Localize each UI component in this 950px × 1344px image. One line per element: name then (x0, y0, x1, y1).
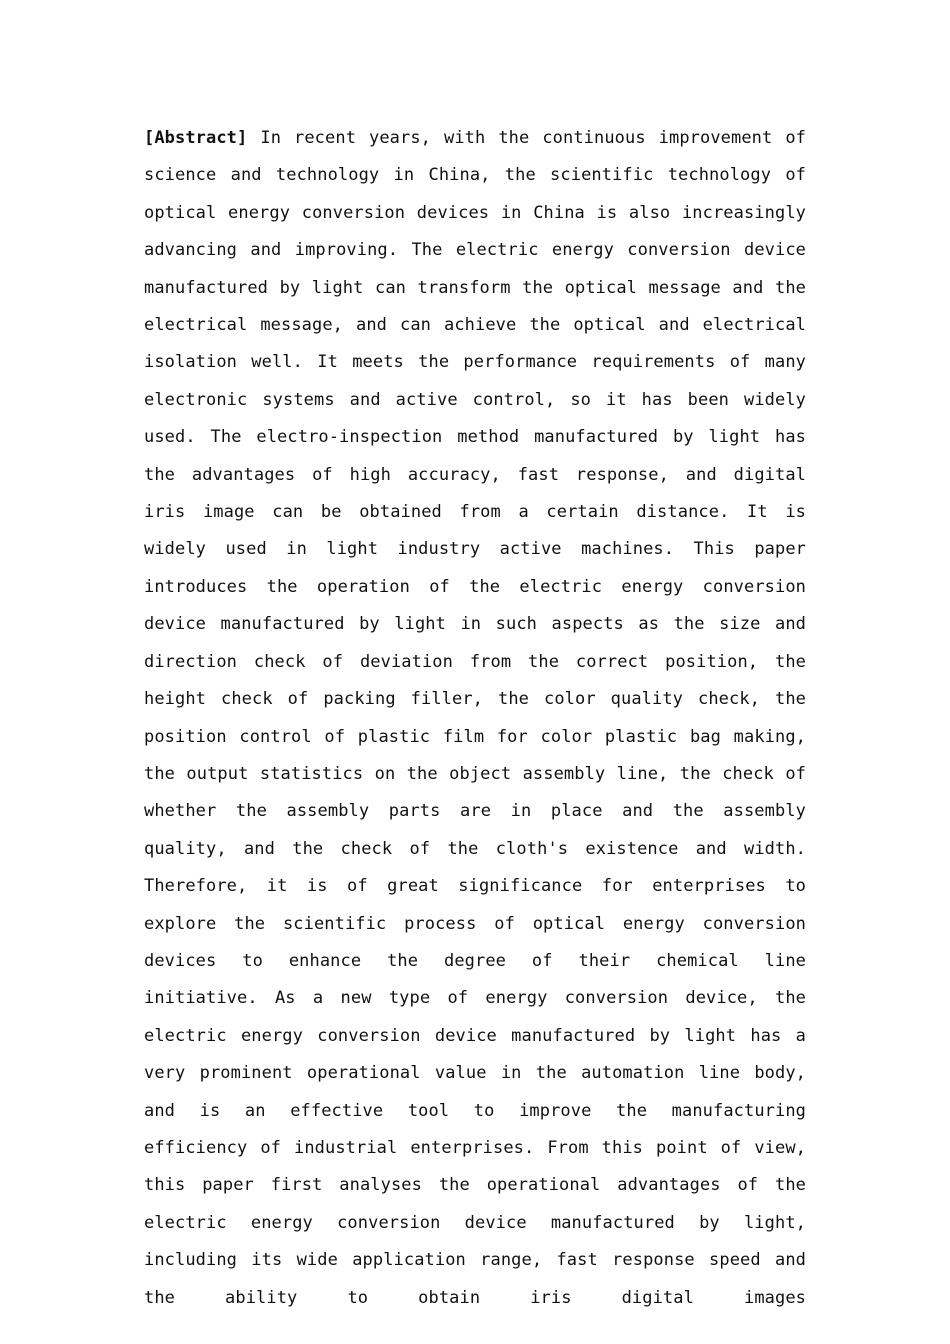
abstract-label: [Abstract] (144, 128, 248, 148)
abstract-paragraph (144, 120, 806, 1317)
abstract-text: In recent years, with the continuous improvement of science and technology in China, the scientific technology of optical energy conversion devices in China is also increasingly advancing and improving. The electric energy conversion device manufactured by light can transform the optical message and the electrical message, and can achieve the optical and electrical isolation well. It meets the performance requirements of many electronic systems and active control, so it has been widely used. The electro-inspection method manufactured by light has the advantages of high accuracy, fast response, and digital iris image can be obtained from a certain distance. It is widely used in light industry active machines. This paper introduces the operation of the electric energy conversion device manufactured by light in such aspects as the size and direction check of deviation from the correct position, the height check of packing filler, the color quality check, the position control of plastic film for color plastic bag making, the output statistics on the object assembly line, the check of whether the assembly parts are in place and the assembly quality, and the check of the cloth's existence and width. Therefore, it is of great significance for enterprises to explore the scientific process of optical energy conversion devices to enhance the degree of their chemical line initiative. As a new type of energy conversion device, the electric energy conversion device manufactured by light has a very prominent operational value in the automation line body, and is an effective tool to improve the manufacturing efficiency of industrial enterprises. From this point of view, this paper first analyses the operational advantages of the electric energy conversion device manufactured by light, including its wide application range, fast response speed and the ability to obtain iris digital images (144, 128, 807, 1308)
document-page (144, 120, 806, 1317)
